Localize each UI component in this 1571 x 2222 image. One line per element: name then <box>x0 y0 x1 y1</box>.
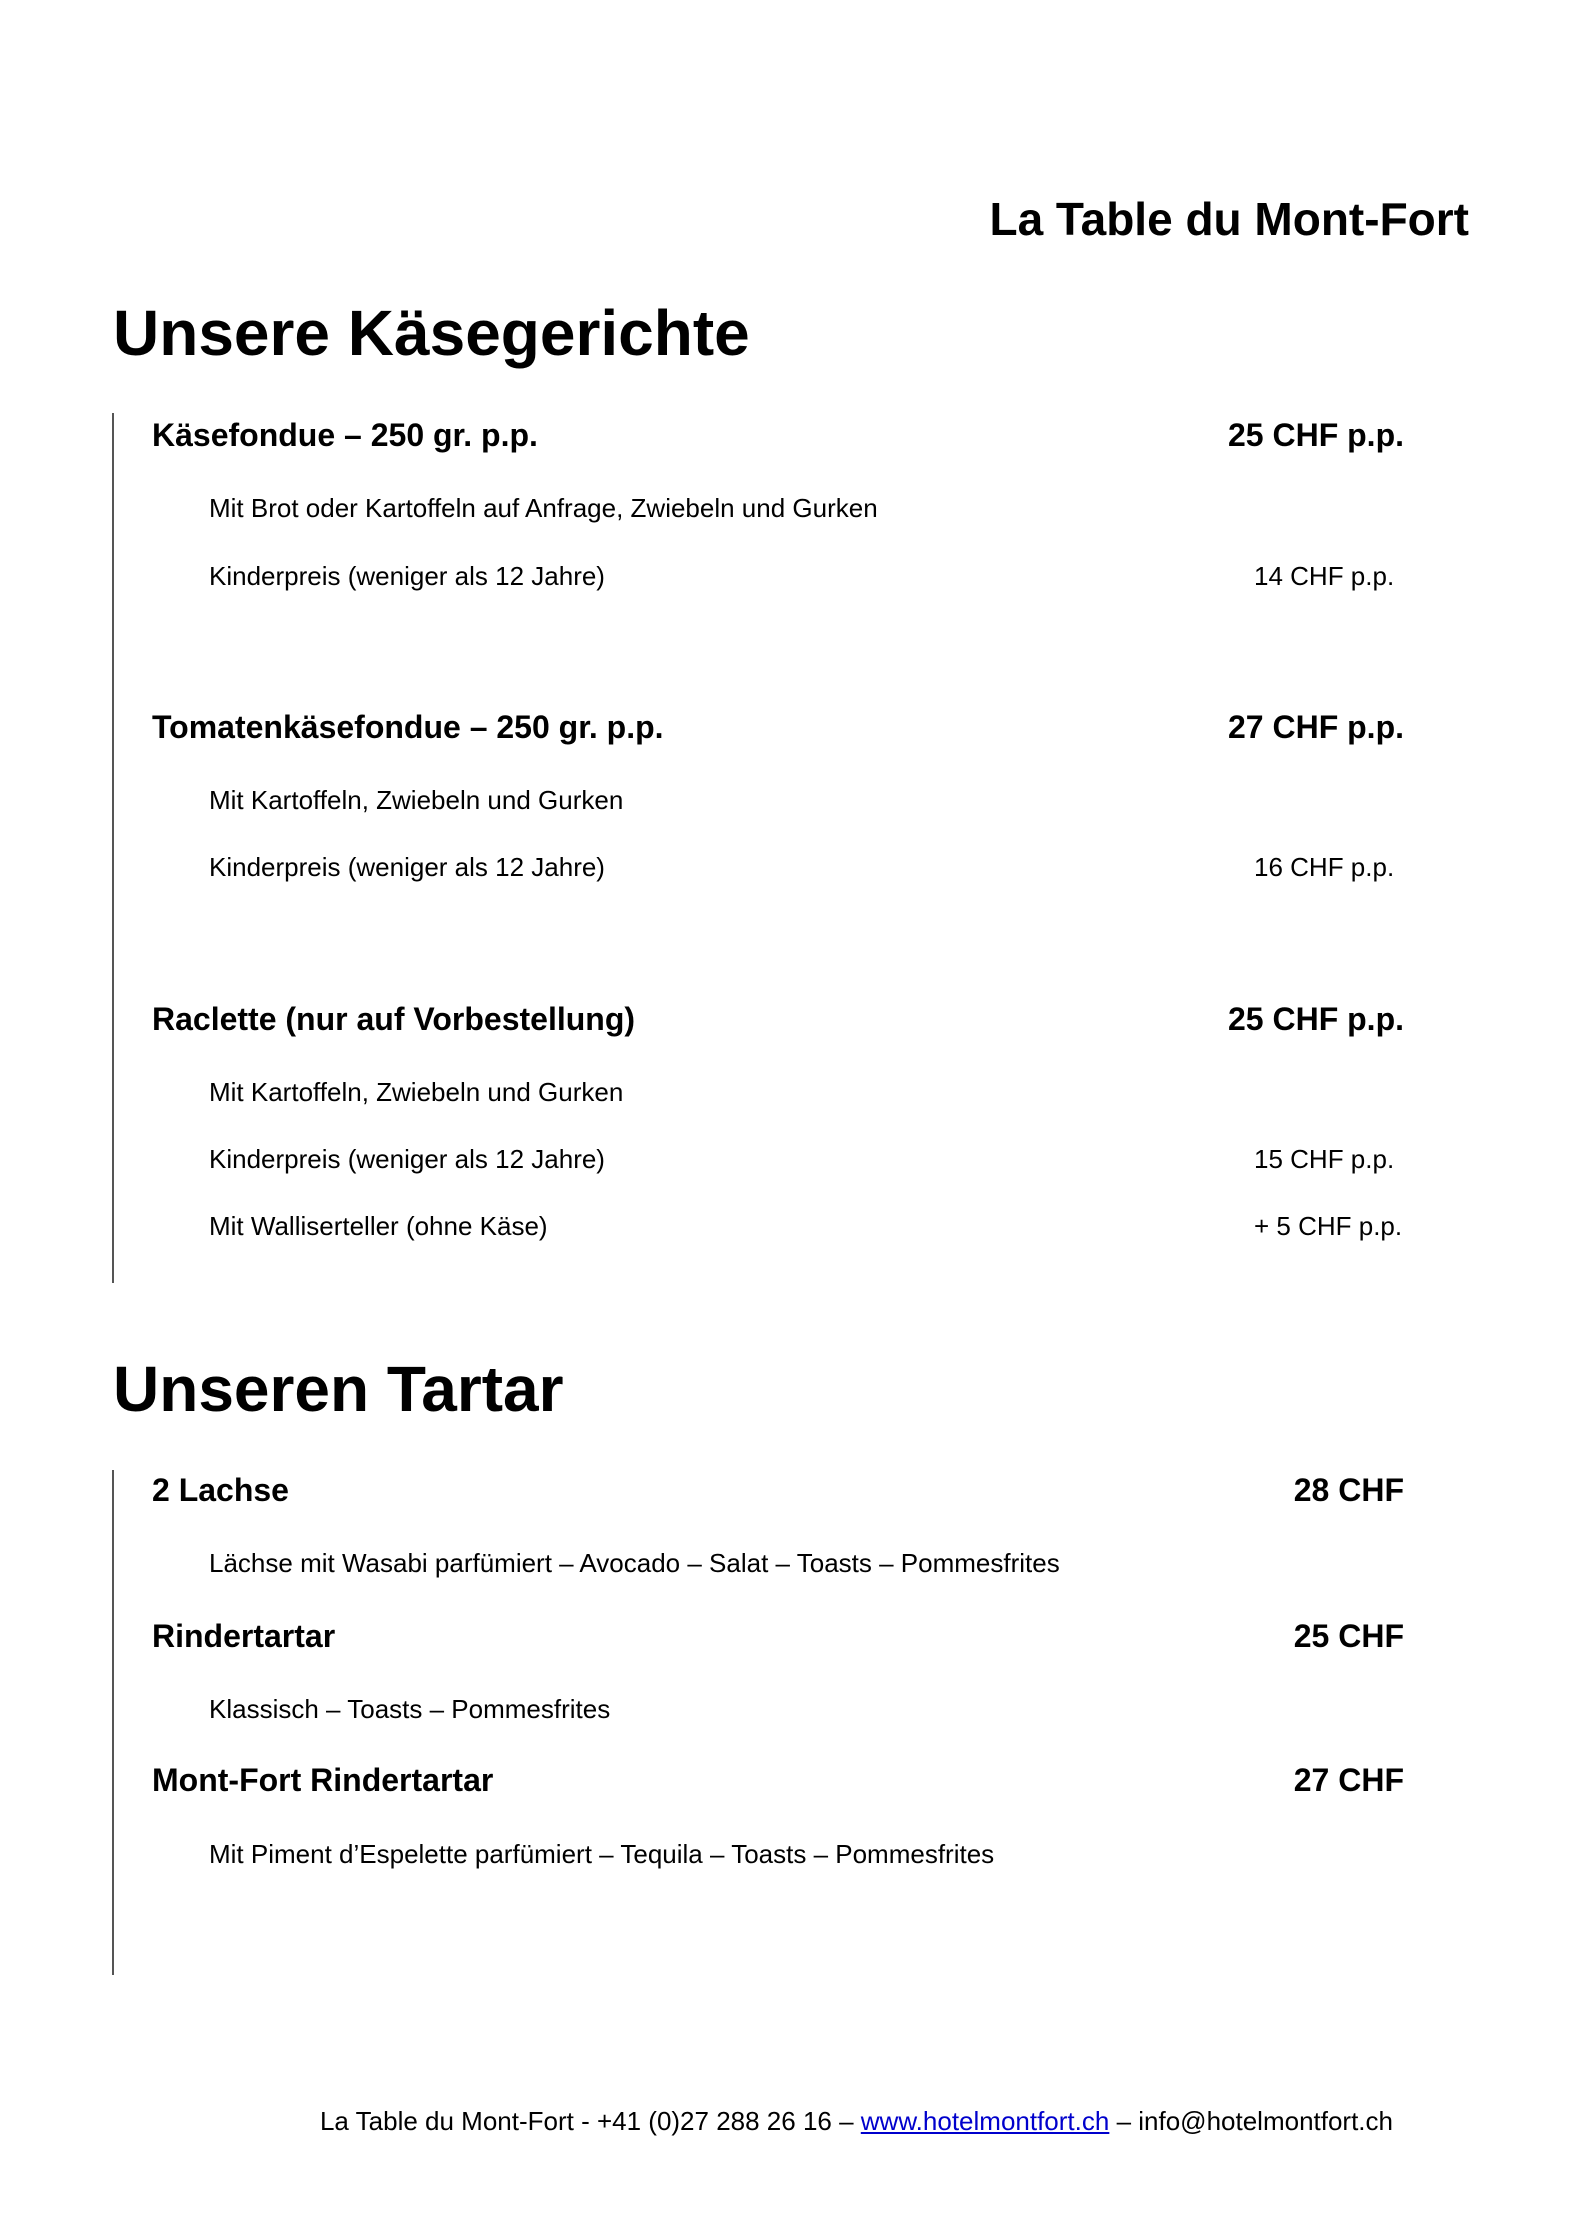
menu-item-rindertartar <box>152 1618 1404 1655</box>
item-detail <box>209 1548 1404 1579</box>
item-name: Rindertartar <box>152 1618 336 1654</box>
detail-text: Mit Walliserteller (ohne Käse) <box>209 1211 548 1241</box>
menu-item-kaesefondue <box>152 417 1404 454</box>
item-detail-kinderpreis <box>209 1144 1404 1175</box>
detail-text: Klassisch – Toasts – Pommesfrites <box>209 1694 611 1724</box>
detail-text: Mit Brot oder Kartoffeln auf Anfrage, Zwiebeln und Gurken <box>209 493 878 523</box>
item-name: 2 Lachse <box>152 1472 289 1508</box>
detail-text: Kinderpreis (weniger als 12 Jahre) <box>209 561 605 591</box>
item-name: Mont-Fort Rindertartar <box>152 1762 494 1798</box>
detail-price: + 5 CHF p.p. <box>1254 1211 1403 1241</box>
detail-price: 15 CHF p.p. <box>1254 1144 1395 1174</box>
item-name: Raclette (nur auf Vorbestellung) <box>152 1001 636 1037</box>
detail-text: Mit Kartoffeln, Zwiebeln und Gurken <box>209 1077 624 1107</box>
detail-text: Kinderpreis (weniger als 12 Jahre) <box>209 852 605 882</box>
footer-email: – info@hotelmontfort.ch <box>1109 2106 1393 2136</box>
item-detail <box>209 493 1404 524</box>
website-link[interactable]: www.hotelmontfort.ch <box>860 2106 1110 2136</box>
item-detail <box>209 1694 1404 1725</box>
menu-item-2-lachse <box>152 1472 1404 1509</box>
footer-contact: La Table du Mont-Fort - +41 (0)27 288 26 16 – <box>319 2106 861 2136</box>
detail-text: Lächse mit Wasabi parfümiert – Avocado – Salat – Toasts – Pommesfrites <box>209 1548 1060 1578</box>
detail-text: Mit Kartoffeln, Zwiebeln und Gurken <box>209 785 624 815</box>
item-detail-kinderpreis <box>209 561 1404 592</box>
detail-price: 14 CHF p.p. <box>1254 561 1395 591</box>
menu-item-raclette <box>152 1001 1404 1038</box>
item-price: 25 CHF p.p. <box>1227 1001 1404 1037</box>
item-price: 27 CHF <box>1293 1762 1404 1798</box>
item-detail-kinderpreis <box>209 852 1404 883</box>
item-price: 28 CHF <box>1293 1472 1404 1508</box>
section-kaesegerichte <box>112 413 1404 1283</box>
item-detail-walliserteller <box>209 1211 1404 1242</box>
item-name: Käsefondue – 250 gr. p.p. <box>152 417 538 453</box>
restaurant-title: La Table du Mont-Fort <box>989 193 1469 245</box>
section-tartar <box>112 1470 1404 1975</box>
detail-text: Mit Piment d’Espelette parfümiert – Tequila – Toasts – Pommesfrites <box>209 1839 995 1869</box>
menu-item-tomatenkaesefondue <box>152 709 1404 746</box>
item-detail <box>209 1839 1404 1870</box>
detail-price: 16 CHF p.p. <box>1254 852 1395 882</box>
section-heading-tartar: Unseren Tartar <box>113 1353 564 1425</box>
item-detail <box>209 785 1404 816</box>
detail-text: Kinderpreis (weniger als 12 Jahre) <box>209 1144 605 1174</box>
item-price: 25 CHF p.p. <box>1227 417 1404 453</box>
item-name: Tomatenkäsefondue – 250 gr. p.p. <box>152 709 664 745</box>
item-price: 25 CHF <box>1293 1618 1404 1654</box>
item-price: 27 CHF p.p. <box>1227 709 1404 745</box>
item-detail <box>209 1077 1404 1108</box>
menu-item-mont-fort-rindertartar <box>152 1762 1404 1799</box>
footer <box>320 2106 1393 2137</box>
section-heading-kaesegerichte: Unsere Käsegerichte <box>113 297 750 369</box>
